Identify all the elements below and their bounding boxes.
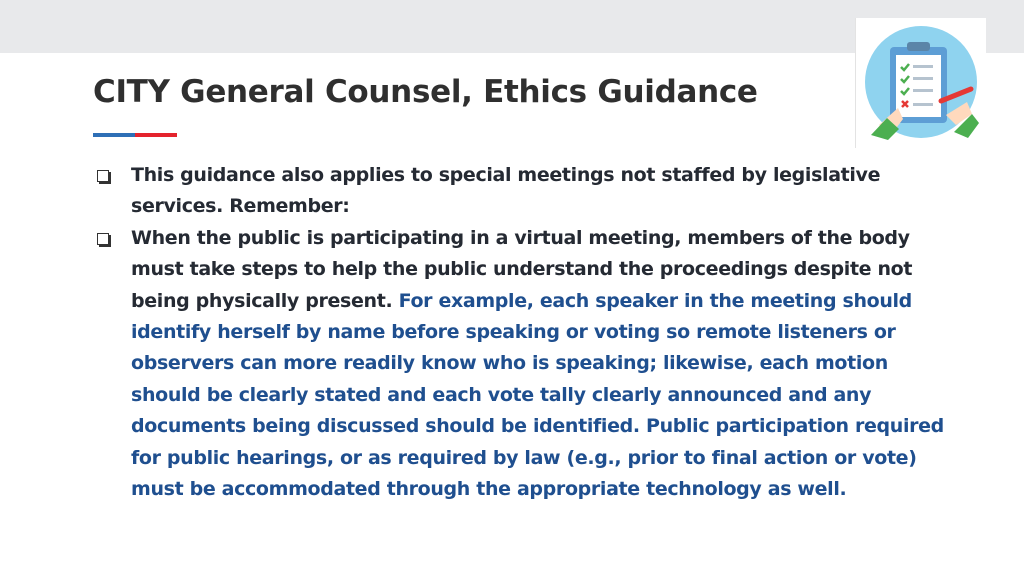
bullet-highlight-text: For example, each speaker in the meeting should identify herself by name before speaking or voting so remote listeners or observers can more readily know who is speaking; likewise, each motion should be clearly stated and each vote tally clearly announced and any documents being discussed should be identified. Public participation required for public hearings, or as required by law (e.g., prior to final action or vote) must be accommodated through the appropriate technology as well. xyxy=(131,289,944,501)
clipboard-checklist-icon xyxy=(863,24,979,140)
accent-line-red xyxy=(135,133,177,137)
bullet-text: When the public is participating in a virtual meeting, members of the body must take steps to help the public understand the proceedings despite not being physically present. xyxy=(131,226,913,312)
title-accent-line xyxy=(93,133,177,137)
checkbox-bullet-icon xyxy=(97,170,109,182)
accent-line-blue xyxy=(93,133,135,137)
guidance-bullet-list xyxy=(94,160,944,505)
checkbox-bullet-icon xyxy=(97,233,109,245)
guidance-bullet xyxy=(94,160,944,223)
bullet-text: This guidance also applies to special meetings not staffed by legislative services. Remember: xyxy=(131,164,881,218)
guidance-bullet xyxy=(94,223,944,506)
clipboard-checklist-logo xyxy=(855,18,986,148)
slide-title: CITY General Counsel, Ethics Guidance xyxy=(93,74,758,110)
